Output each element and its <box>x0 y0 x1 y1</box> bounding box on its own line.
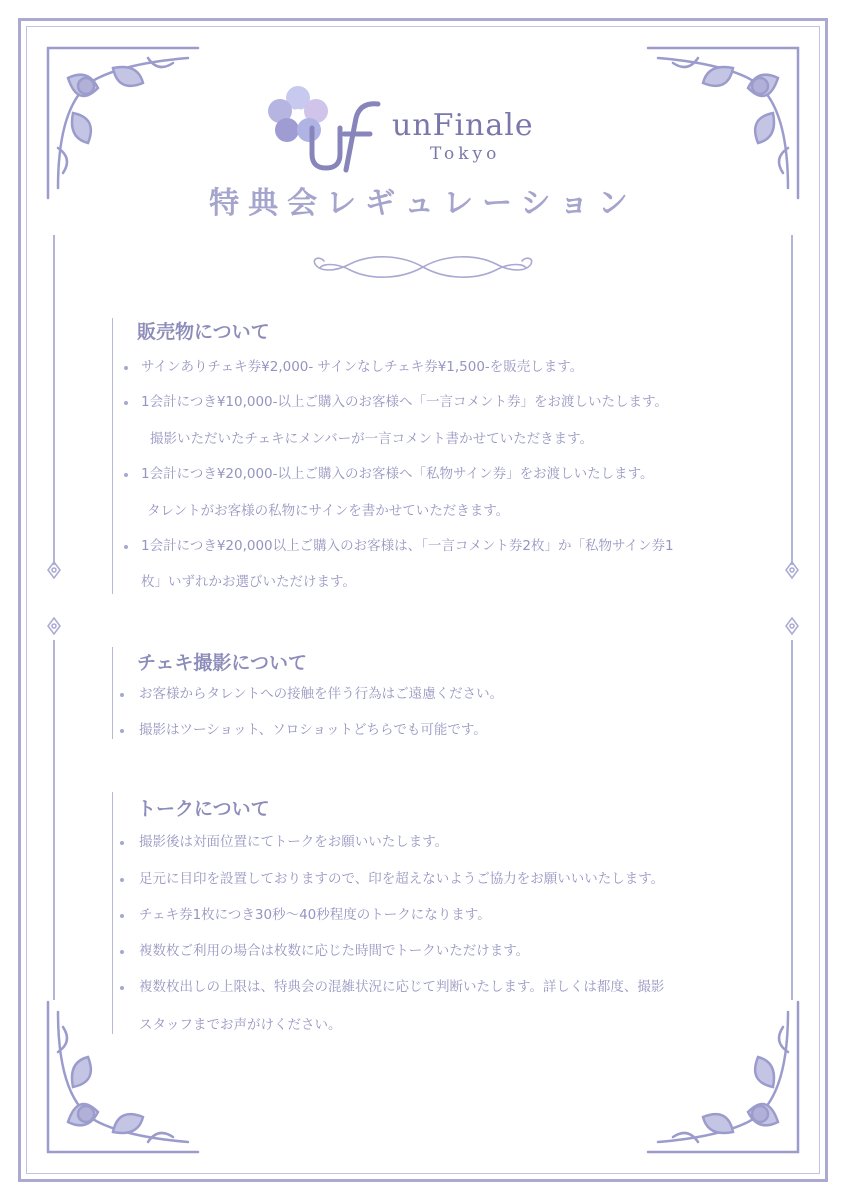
list-item: サインありチェキ券¥2,000- サインなしチェキ券¥1,500-を販売します。 <box>141 359 584 375</box>
bullet <box>120 878 124 882</box>
list-item: 1会計につき¥10,000-以上ご購入のお客様へ「一言コメント券」をお渡しいたします。 <box>141 394 668 410</box>
logo-city: Tokyo <box>430 144 501 164</box>
section-heading-products: 販売物について <box>137 321 270 343</box>
section-heading-cheki: チェキ撮影について <box>137 652 308 674</box>
page-title: 特典会レギュレーション <box>209 186 637 221</box>
list-item: 足元に目印を設置しておりますので、印を超えないようご協力をお願いいいたします。 <box>139 871 665 887</box>
bullet <box>124 401 128 405</box>
section-cheki-bar <box>112 647 113 739</box>
list-item: 1会計につき¥20,000-以上ご購入のお客様へ「私物サイン券」をお渡しいたします。 <box>141 466 654 482</box>
corner-ornament-bottom-right-icon <box>638 992 808 1162</box>
right-side-line-lower <box>791 640 793 1000</box>
left-side-line-lower <box>53 640 55 1000</box>
flourish-divider-icon <box>310 252 536 282</box>
list-item: 複数枚ご利用の場合は枚数に応じた時間でトークいただけます。 <box>139 943 530 959</box>
logo-name: unFinale <box>392 108 534 143</box>
bullet <box>124 473 128 477</box>
list-item: 撮影いただいたチェキにメンバーが一言コメント書かせていただきます。 <box>150 431 594 447</box>
uf-monogram-icon <box>300 96 390 176</box>
left-side-ornament-icon <box>45 560 63 640</box>
bullet <box>120 841 124 845</box>
list-item: 複数枚出しの上限は、特典会の混雑状況に応じて判断いたします。詳しくは都度、撮影 <box>139 979 665 995</box>
section-talk-bar <box>112 792 113 1034</box>
right-side-ornament-icon <box>783 560 801 640</box>
list-item: チェキ券1枚につき30秒～40秒程度のトークになります。 <box>139 907 491 923</box>
list-item: 枚」いずれかお選びいただけます。 <box>141 574 356 590</box>
bullet <box>120 986 124 990</box>
left-side-line <box>53 235 55 565</box>
bullet <box>124 366 128 370</box>
list-item: お客様からタレントへの接触を伴う行為はご遠慮ください。 <box>139 686 504 702</box>
bullet <box>120 914 124 918</box>
bullet <box>120 950 124 954</box>
section-products-bar <box>112 318 113 594</box>
list-item: 撮影はツーショット、ソロショットどちらでも可能です。 <box>139 722 487 738</box>
list-item: スタッフまでお声がけください。 <box>139 1017 342 1033</box>
bullet <box>120 693 124 697</box>
bullet <box>124 545 128 549</box>
section-heading-talk: トークについて <box>137 798 270 820</box>
list-item: タレントがお客様の私物にサインを書かせていただきます。 <box>147 503 510 519</box>
right-side-line <box>791 235 793 565</box>
list-item: 撮影後は対面位置にてトークをお願いいたします。 <box>139 834 449 850</box>
list-item: 1会計につき¥20,000以上ご購入のお客様は、「一言コメント券2枚」か「私物サイン券1 <box>141 538 674 554</box>
bullet <box>120 729 124 733</box>
